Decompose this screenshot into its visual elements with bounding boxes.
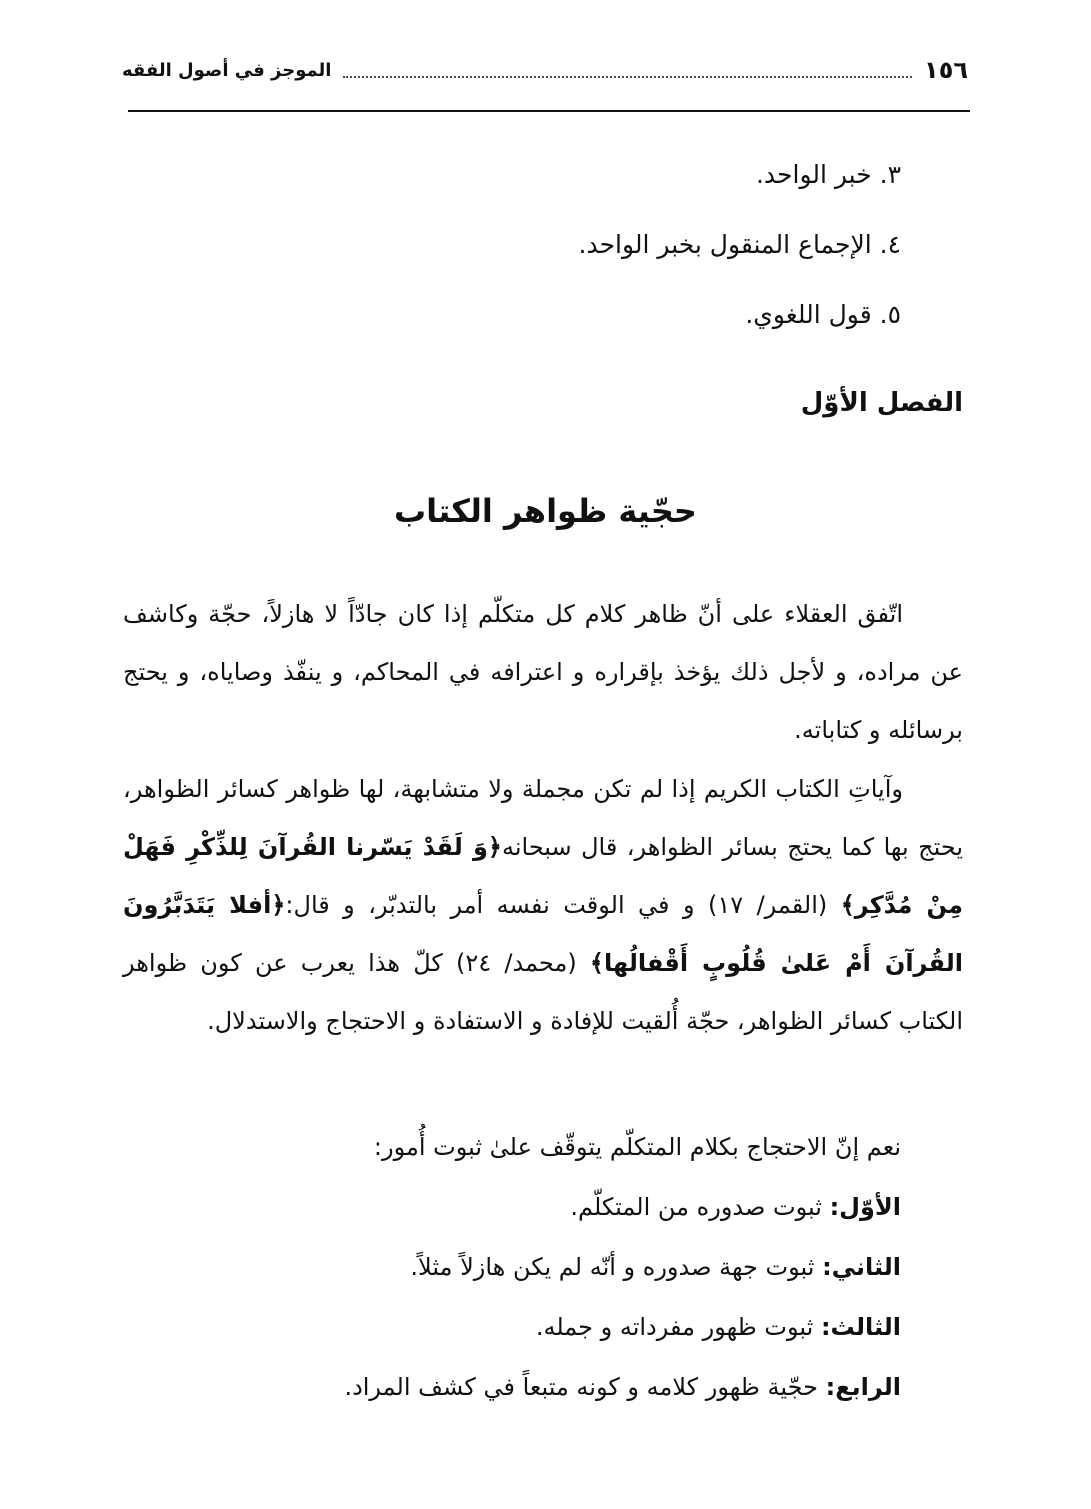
- list-item: ٣. خبر الواحد.: [755, 160, 901, 189]
- reference-1: (القمر/ ١٧) و في الوقت نفسه أمر بالتدبّر، و قال:: [285, 891, 841, 919]
- condition-term: الرابع:: [825, 1373, 901, 1401]
- condition-text: ثبوت ظهور مفرداته و جمله.: [535, 1313, 821, 1341]
- quran-verse-1: ﴿وَ لَقَدْ يَسّرنا القُرآنَ لِلذِّكْرِ فَهَلْ مِنْ مُدَّكِر﴾: [123, 833, 964, 919]
- condition-term: الأوّل:: [829, 1193, 901, 1221]
- paragraph-2-part2: (محمد/ ٢٤) كلّ هذا يعرب عن كون ظواهر الكتاب كسائر الظواهر، حجّة أُلقيت للإفادة و الاستفادة و الاحتجاج والاستدلال.: [123, 949, 963, 1035]
- list-item: ٥. قول اللغوي.: [745, 300, 901, 329]
- condition-text: ثبوت جهة صدوره و أنّه لم يكن هازلاً مثلاً.: [410, 1253, 823, 1281]
- condition-item: [121, 1237, 901, 1297]
- intro-line: نعم إنّ الاحتجاج بكلام المتكلّم يتوقّف علىٰ ثبوت أُمور:: [373, 1133, 901, 1161]
- quran-verse-2: ﴿أفلا يَتَدَبَّرُونَ القُرآنَ أَمْ عَلىٰ قُلُوبٍ أَقْفالُها﴾: [123, 891, 963, 977]
- condition-text: ثبوت صدوره من المتكلّم.: [570, 1193, 830, 1221]
- condition-item: [121, 1297, 901, 1357]
- condition-item: [121, 1177, 901, 1237]
- list-item: ٤. الإجماع المنقول بخبر الواحد.: [578, 230, 901, 259]
- running-title: الموجز في أصول الفقه: [122, 59, 332, 81]
- paragraph-1: اتّفق العقلاء على أنّ ظاهر كلام كل متكلّم إذا كان جادّاً لا هازلاً، حجّة وكاشف عن مراده، و لأجل ذلك يؤخذ بإقراره و اعترافه في المحاكم، و ينفّذ وصاياه، و يحتج برسائله و كتاباته.: [123, 600, 963, 744]
- condition-text: حجّية ظهور كلامه و كونه متبعاً في كشف المراد.: [344, 1373, 826, 1401]
- chapter-heading: الفصل الأوّل: [800, 388, 963, 418]
- condition-term: الثالث:: [820, 1313, 901, 1341]
- paragraph-2: [123, 760, 963, 1050]
- header-rule: [128, 110, 970, 112]
- page-header: [122, 50, 968, 90]
- section-title: حجّية ظواهر الكتاب: [394, 492, 697, 530]
- page-number: ١٥٦: [924, 56, 968, 84]
- condition-term: الثاني:: [822, 1253, 901, 1281]
- top-list: [201, 140, 901, 350]
- paragraph-2-part1: وآياتِ الكتاب الكريم إذا لم تكن مجملة ولا متشابهة، لها ظواهر كسائر الظواهر، يحتج بها كما يحتج بسائر الظواهر، قال سبحانه: [123, 775, 964, 861]
- header-dotted-leader: [343, 62, 912, 78]
- condition-item: [121, 1357, 901, 1417]
- conditions-list: [121, 1117, 901, 1417]
